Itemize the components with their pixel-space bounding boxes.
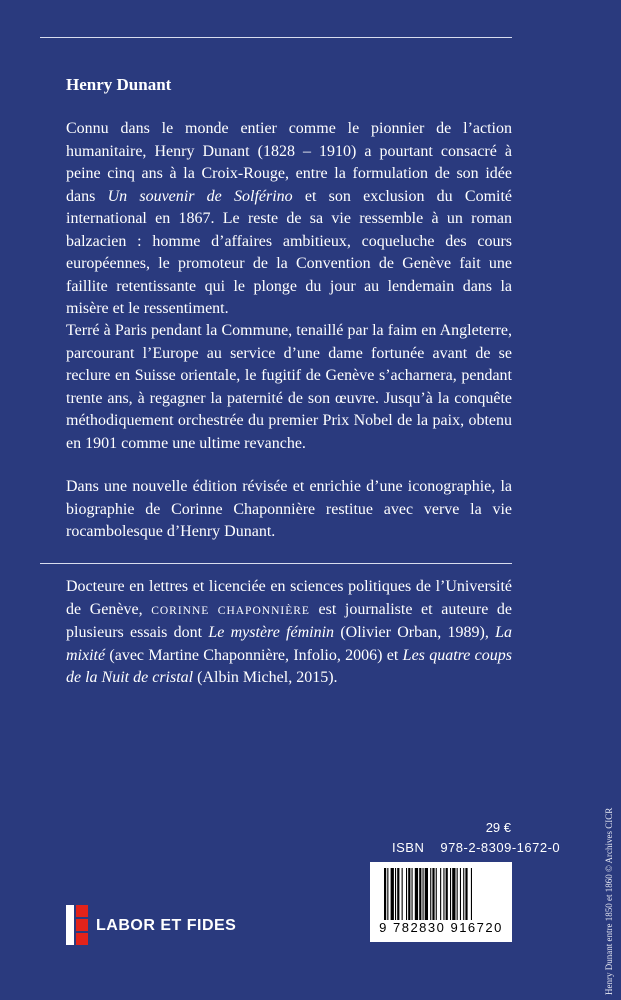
author-bio — [66, 576, 512, 690]
paragraph-1 — [66, 118, 512, 321]
bio-text-e: (Albin Michel, 2015). — [193, 669, 338, 686]
publisher-name: LABOR ET FIDES — [96, 917, 237, 934]
bio-italic-2: La mixité — [66, 624, 513, 664]
bio-text-c: (Olivier Orban, 1989), — [334, 624, 496, 641]
photo-credit: Henry Dunant entre 1850 et 1860 © Archives CICR — [604, 807, 614, 995]
isbn-number: 978-2-8309-1672-0 — [440, 840, 561, 855]
bio-italic-3: Les quatre coups de la Nuit de cristal — [66, 646, 513, 686]
author-name: CORINNE CHAPONNIÈRE — [151, 604, 310, 617]
bio-text-b: est journaliste et auteure de plusieurs essais dont — [66, 600, 512, 641]
paragraph-3: Dans une nouvelle édition révisée et enrichie d’une iconographie, la biographie de Corinne Chaponnière restitue avec verve la vie rocambolesque d’Henry Dunant. — [66, 478, 512, 540]
barcode-bars-icon — [384, 868, 498, 920]
middle-rule — [40, 563, 512, 564]
p1-italic: Un souvenir de Solférino — [107, 187, 293, 205]
bio-italic-1: Le mystère féminin — [208, 624, 335, 641]
publisher-logo-icon — [66, 905, 88, 945]
book-title: Henry Dunant — [66, 75, 172, 94]
p1-text-a: Connu dans le monde entier comme le pionnier de l’action humanitaire, Henry Dunant (1828 – 1910) a pourtant consacré à peine cinq ans à la Croix-Rouge, entre la formulation de son idée dans — [66, 120, 512, 205]
paragraph-2: Terré à Paris pendant la Commune, tenaillé par la faim en Angleterre, parcourant l’Europe au service d’une dame fortunée avant de se reclure en Suisse orientale, le fugitif de Genève s’acharnera, pendant trente ans, à regagner la paternité de son œuvre. Jusqu’à la conquête méthodiquement orchestrée du premier Prix Nobel de la paix, obtenu en 1901 comme une ultime revanche. — [66, 322, 512, 452]
bio-text-a: Docteure en lettres et licenciée en sciences politiques de l’Université de Genève, — [66, 578, 512, 618]
barcode — [370, 862, 512, 942]
isbn-line — [392, 840, 560, 855]
bio-text-d: (avec Martine Chaponnière, Infolio, 2006) et — [105, 646, 403, 664]
isbn-label: ISBN — [392, 840, 425, 855]
p1-text-b: et son exclusion du Comité international en 1867. Le reste de sa vie ressemble à un roman balzacien : homme d’affaires ambitieux, coqueluche des cours européennes, le promoteur de la Convention de Genève fait une faillite retentissante qui le plonge du jour au lendemain dans la misère et le ressentiment. — [66, 187, 513, 317]
top-rule — [40, 37, 512, 38]
price: 29 € — [485, 820, 511, 835]
barcode-digits: 9 782830 916720 — [379, 920, 503, 935]
